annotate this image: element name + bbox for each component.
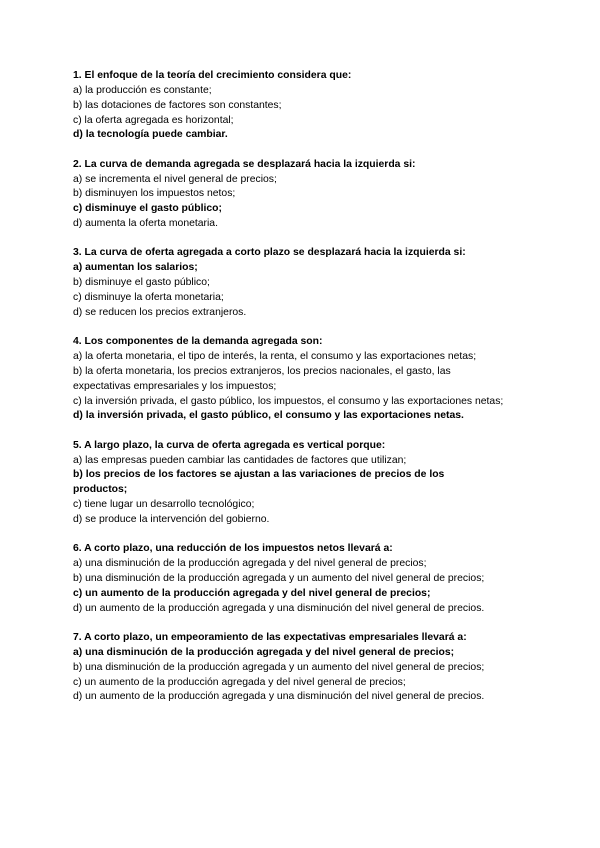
question-7 [73,631,523,705]
option-c-correct: c) un aumento de la producción agregada y del nivel general de precios; [73,587,431,599]
option-d: d) un aumento de la producción agregada y una disminución del nivel general de precios. [73,691,485,703]
question-title: 3. La curva de oferta agregada a corto plazo se desplazará hacia la izquierda si: [73,247,466,259]
question-5 [73,439,523,528]
question-3 [73,246,523,320]
quiz-document [73,69,523,720]
option-c: c) disminuye la oferta monetaria; [73,291,224,303]
option-a: a) se incrementa el nivel general de precios; [73,173,277,185]
question-6 [73,542,523,616]
question-4 [73,335,523,424]
option-a: a) una disminución de la producción agregada y del nivel general de precios; [73,558,427,570]
option-d: d) se reducen los precios extranjeros. [73,306,247,318]
option-b: b) disminuye el gasto público; [73,277,210,289]
option-b: b) disminuyen los impuestos netos; [73,188,236,200]
option-d: d) un aumento de la producción agregada y una disminución del nivel general de precios. [73,602,485,614]
option-c: c) tiene lugar un desarrollo tecnológico; [73,499,255,511]
option-b: b) la oferta monetaria, los precios extranjeros, los precios nacionales, el gasto, las expectativas empresariales y los impuestos; [73,365,451,392]
question-title: 6. A corto plazo, una reducción de los impuestos netos llevará a: [73,543,393,555]
question-title: 2. La curva de demanda agregada se desplazará hacia la izquierda si: [73,158,416,170]
option-b-correct: b) los precios de los factores se ajustan a las variaciones de precios de los productos; [73,469,445,496]
option-d: d) aumenta la oferta monetaria. [73,218,218,230]
option-b: b) las dotaciones de factores son constantes; [73,99,282,111]
option-a: a) la oferta monetaria, el tipo de interés, la renta, el consumo y las exportaciones netas; [73,351,477,362]
option-a: a) las empresas pueden cambiar las cantidades de factores que utilizan; [73,454,407,466]
option-d: d) se produce la intervención del gobierno. [73,513,270,525]
question-title: 4. Los componentes de la demanda agregada son: [73,336,323,348]
option-c: c) un aumento de la producción agregada y del nivel general de precios; [73,676,406,688]
option-c: c) la oferta agregada es horizontal; [73,114,234,126]
question-2 [73,158,523,232]
question-title: 7. A corto plazo, un empeoramiento de las expectativas empresariales llevará a: [73,632,467,643]
option-a: a) la producción es constante; [73,84,212,96]
question-title: 1. El enfoque de la teoría del crecimiento considera que: [73,70,352,81]
option-b: b) una disminución de la producción agregada y un aumento del nivel general de precios; [73,572,485,584]
option-a-correct: a) aumentan los salarios; [73,262,198,274]
option-b: b) una disminución de la producción agregada y un aumento del nivel general de precios; [73,661,485,673]
question-title: 5. A largo plazo, la curva de oferta agregada es vertical porque: [73,439,386,451]
option-c-correct: c) disminuye el gasto público; [73,203,222,215]
option-d-correct: d) la tecnología puede cambiar. [73,129,228,141]
question-1 [73,69,523,143]
option-c: c) la inversión privada, el gasto público, los impuestos, el consumo y las exportaciones netas; [73,395,504,407]
option-a-correct: a) una disminución de la producción agregada y del nivel general de precios; [73,646,455,658]
option-d-correct: d) la inversión privada, el gasto público, el consumo y las exportaciones netas. [73,410,464,422]
